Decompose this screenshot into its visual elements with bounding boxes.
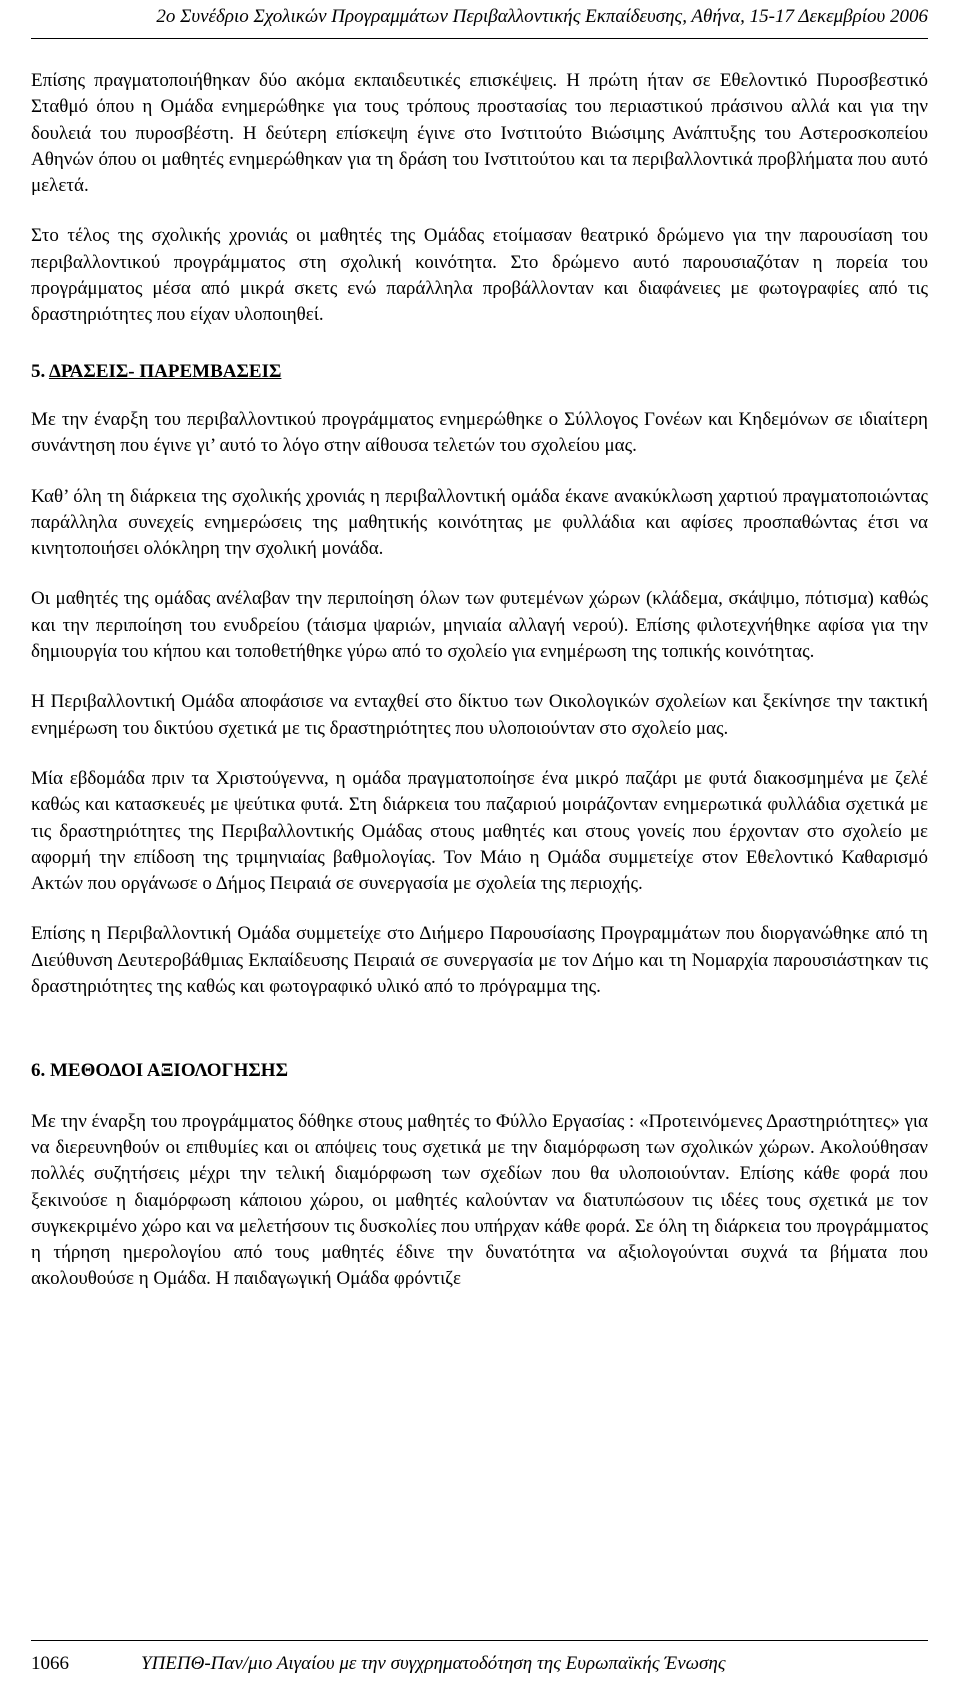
paragraph: Επίσης πραγματοποιήθηκαν δύο ακόμα εκπαιδευτικές επισκέψεις. Η πρώτη ήταν σε Εθελοντικό Πυροσβεστικό Σταθμό όπου η Ομάδα ενημερώθηκε για τους τρόπους προστασίας του περιαστικού πράσινου αλλά και για την δουλειά του πυροσβέστη. Η δεύτερη επίσκεψη έγινε στο Ινστιτούτο Βιώσιμης Ανάπτυξης του Αστεροσκοπείου Αθηνών όπου οι μαθητές ενημερώθηκαν για τη δράση του Ινστιτούτου και τα περιβαλλοντικά προβλήματα που αυτό μελετά.: [31, 70, 928, 197]
section-heading-6: [31, 1058, 928, 1084]
paragraph: Μία εβδομάδα πριν τα Χριστούγεννα, η ομάδα πραγματοποίησε ένα μικρό παζάρι με φυτά διακοσμημένα με ζελέ καθώς και κατασκευές με ψεύτικα φυτά. Στη διάρκεια του παζαριού μοιράζονταν ενημερωτικά φυλλάδια σχετικά με τις δραστηριότητες της Περιβαλλοντικής Ομάδας στους μαθητές και στους γονείς που έρχονταν στο σχολείο με αφορμή την επίδοση της τριμηνιαίας βαθμολογίας. Τον Μάιο η Ομάδα συμμετείχε στον Εθελοντικό Καθαρισμό Ακτών που οργάνωσε ο Δήμος Πειραιά σε συνεργασία με σχολεία της περιοχής.: [31, 767, 928, 895]
page-number: 1066: [31, 1653, 69, 1674]
page-content: [31, 68, 928, 1317]
section-title: ΔΡΑΣΕΙΣ- ΠΑΡΕΜΒΑΣΕΙΣ: [48, 360, 282, 382]
section-number: 5.: [31, 360, 46, 382]
section-heading-5: [31, 359, 928, 385]
section-title: ΜΕΘΟΔΟΙ ΑΞΙΟΛΟΓΗΣΗΣ: [50, 1060, 289, 1082]
page-footer: [31, 1640, 928, 1681]
paragraph: Με την έναρξη του προγράμματος δόθηκε στους μαθητές το Φύλλο Εργασίας : «Προτεινόμενες Δραστηριότητες» για να διερευνηθούν οι επιθυμίες και οι απόψεις τους σχετικά με την διαμόρφωση των σχολικών χώρων. Ακολούθησαν πολλές συζητήσεις μέχρι την τελική διαμόρφωση των σχεδίων που θα υλοποιούνταν. Επίσης κάθε φορά που ξεκινούσε η διαμόρφωση κάποιου χώρου, οι μαθητές καλούνταν να διατυπώσουν τις ιδέες τους σχετικά με τον συγκεκριμένο χώρο και να μελετήσουν τις δυσκολίες που υπήρχαν κάθε φορά. Σε όλη τη διάρκεια του προγράμματος η τήρηση ημερολογίου από τους μαθητές έδινε την δυνατότητα να αξιολογούνται συχνά τα βήματα που ακολουθούσε η Ομάδα. Η παιδαγωγική Ομάδα φρόντιζε: [31, 1110, 928, 1290]
paragraph: Καθ’ όλη τη διάρκεια της σχολικής χρονιάς η περιβαλλοντική ομάδα έκανε ανακύκλωση χαρτιού πραγματοποιώντας παράλληλα συνεχείς ενημερώσεις της μαθητικής κοινότητας με φυλλάδια και αφίσες προσπαθώντας έτσι να κινητοποιήσει ολόκληρη την σχολική μονάδα.: [31, 485, 928, 560]
footer-text: ΥΠΕΠΘ-Παν/μιο Αιγαίου με την συγχρηματοδότηση της Ευρωπαϊκής Ένωσης: [141, 1653, 726, 1674]
paragraph: Η Περιβαλλοντική Ομάδα αποφάσισε να ενταχθεί στο δίκτυο των Οικολογικών σχολείων και ξεκίνησε την τακτική ενημέρωση του δικτύου σχετικά με τις δραστηριότητες που υλοποιούνταν στο σχολείο μας.: [31, 691, 928, 739]
section-number: 6.: [31, 1060, 46, 1082]
paragraph: Οι μαθητές της ομάδας ανέλαβαν την περιποίηση όλων των φυτεμένων χώρων (κλάδεμα, σκάψιμο, πότισμα) καθώς και την περιποίηση του ενυδρείου (τάισμα ψαριών, μηνιαία αλλαγή νερού). Επίσης φιλοτεχνήθηκε αφίσα για την δημιουργία του κήπου και τοποθετήθηκε γύρω από το σχολείο για ενημέρωση της τοπικής κοινότητας.: [31, 588, 928, 663]
paragraph: Επίσης η Περιβαλλοντική Ομάδα συμμετείχε στο Διήμερο Παρουσίασης Προγραμμάτων που διοργανώθηκε από τη Διεύθυνση Δευτεροβάθμιας Εκπαίδευσης Πειραιά σε συνεργασία με τον Δήμο και τη Νομαρχία παρουσιάστηκαν τις δραστηριότητες της καθώς και φωτογραφικό υλικό από το πρόγραμμα της.: [31, 923, 928, 998]
paragraph: Στο τέλος της σχολικής χρονιάς οι μαθητές της Ομάδας ετοίμασαν θεατρικό δρώμενο για την παρουσίαση του περιβαλλοντικού προγράμματος στη σχολική κοινότητα. Στο δρώμενο αυτό παρουσιαζόταν η πορεία του προγράμματος μέσα από μικρά σκετς ενώ παράλληλα προβάλλονταν και διαφάνειες με φωτογραφίες από τις δραστηριότητες που είχαν υλοποιηθεί.: [31, 225, 928, 326]
running-header: 2ο Συνέδριο Σχολικών Προγραμμάτων Περιβαλλοντικής Εκπαίδευσης, Αθήνα, 15-17 Δεκεμβρίου 2006: [31, 4, 928, 39]
paragraph: Με την έναρξη του περιβαλλοντικού προγράμματος ενημερώθηκε ο Σύλλογος Γονέων και Κηδεμόνων σε ιδιαίτερη συνάντηση που έγινε γι’ αυτό το λόγο στην αίθουσα τελετών του σχολείου μας.: [31, 408, 928, 457]
